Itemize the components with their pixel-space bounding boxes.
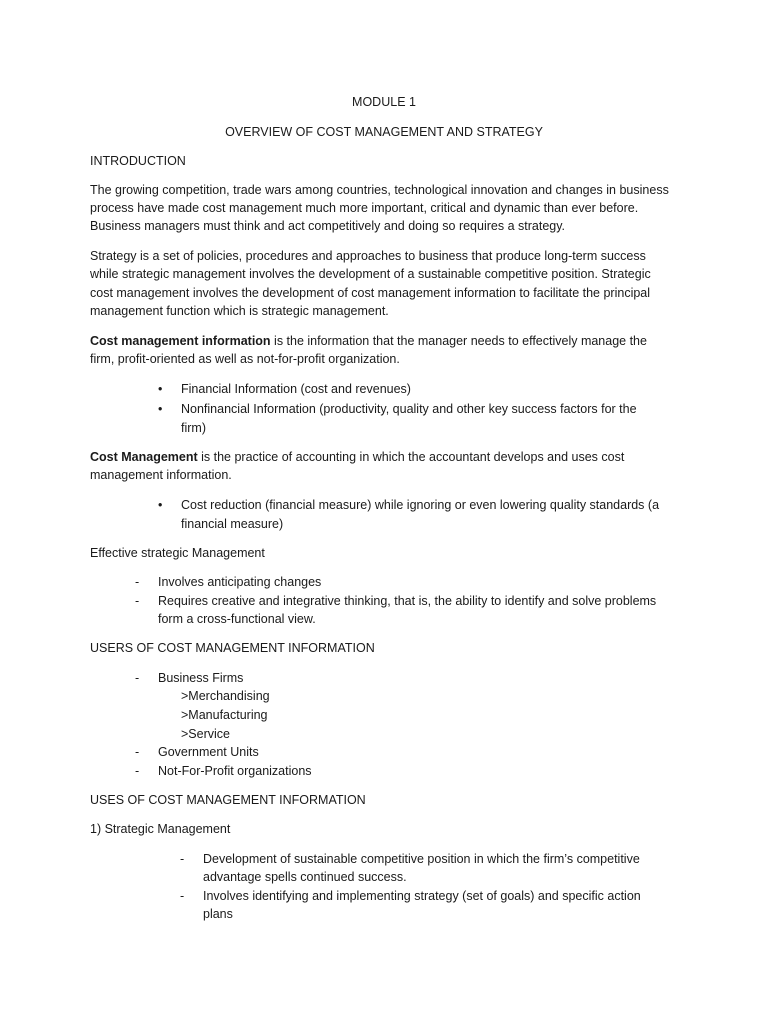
paragraph-line: management function which is strategic management. <box>90 304 389 318</box>
sub-item: >Merchandising <box>181 689 270 703</box>
document-title: OVERVIEW OF COST MANAGEMENT AND STRATEGY <box>225 125 543 139</box>
paragraph-line: firm, profit-oriented as well as not-for-profit organization. <box>90 352 400 366</box>
term-bold: Cost Management <box>90 450 198 464</box>
term-bold: Cost management information <box>90 334 271 348</box>
list-item: Not-For-Profit organizations <box>158 764 312 778</box>
paragraph-line: cost management involves the development of cost management information to facilitate the principal <box>90 286 651 300</box>
list-item-continuation: form a cross-functional view. <box>158 612 316 626</box>
paragraph-line <box>90 332 647 351</box>
paragraph-line <box>90 448 624 467</box>
dash-marker: - <box>135 745 140 759</box>
users-heading: USERS OF COST MANAGEMENT INFORMATION <box>90 641 375 655</box>
term-definition: is the information that the manager needs to effectively manage the <box>270 334 647 348</box>
list-item: Involves anticipating changes <box>158 575 322 589</box>
uses-heading: USES OF COST MANAGEMENT INFORMATION <box>90 793 366 807</box>
intro-heading: INTRODUCTION <box>90 154 186 168</box>
dash-marker: - <box>135 594 140 608</box>
paragraph-line: management information. <box>90 468 232 482</box>
dash-marker: - <box>135 764 140 778</box>
list-item: Business Firms <box>158 671 244 685</box>
list-item-continuation: financial measure) <box>181 517 284 531</box>
dash-marker: - <box>135 671 140 685</box>
list-item: Cost reduction (financial measure) while ignoring or even lowering quality standards (a <box>181 498 660 512</box>
list-item: Development of sustainable competitive position in which the firm’s competitive <box>203 852 640 866</box>
sub-item: >Service <box>181 727 230 741</box>
bullet-marker: • <box>158 382 163 396</box>
paragraph-line: process have made cost management much more important, critical and dynamic than ever before. <box>90 201 639 215</box>
list-item: Nonfinancial Information (productivity, quality and other key success factors for the <box>181 402 637 416</box>
effective-heading: Effective strategic Management <box>90 546 265 560</box>
dash-marker: - <box>180 889 185 903</box>
bullet-marker: • <box>158 498 163 512</box>
paragraph-line: Strategy is a set of policies, procedures and approaches to business that produce long-term success <box>90 249 646 263</box>
uses-subheading: 1) Strategic Management <box>90 822 231 836</box>
list-item: Government Units <box>158 745 259 759</box>
module-label: MODULE 1 <box>352 95 416 109</box>
dash-marker: - <box>135 575 140 589</box>
list-item: Involves identifying and implementing strategy (set of goals) and specific action <box>203 889 641 903</box>
paragraph-line: Business managers must think and act competitively and doing so requires a strategy. <box>90 219 566 233</box>
list-item-continuation: plans <box>203 907 233 921</box>
list-item-continuation: firm) <box>181 421 206 435</box>
dash-marker: - <box>180 852 185 866</box>
list-item: Financial Information (cost and revenues) <box>181 382 411 396</box>
sub-item: >Manufacturing <box>181 708 268 722</box>
list-item: Requires creative and integrative thinking, that is, the ability to identify and solve problems <box>158 594 657 608</box>
paragraph-line: The growing competition, trade wars among countries, technological innovation and changes in business <box>90 183 669 197</box>
term-definition: is the practice of accounting in which the accountant develops and uses cost <box>197 450 625 464</box>
paragraph-line: while strategic management involves the development of a sustainable competitive position. Strategic <box>90 267 651 281</box>
list-item-continuation: advantage spells continued success. <box>203 870 407 884</box>
bullet-marker: • <box>158 402 163 416</box>
